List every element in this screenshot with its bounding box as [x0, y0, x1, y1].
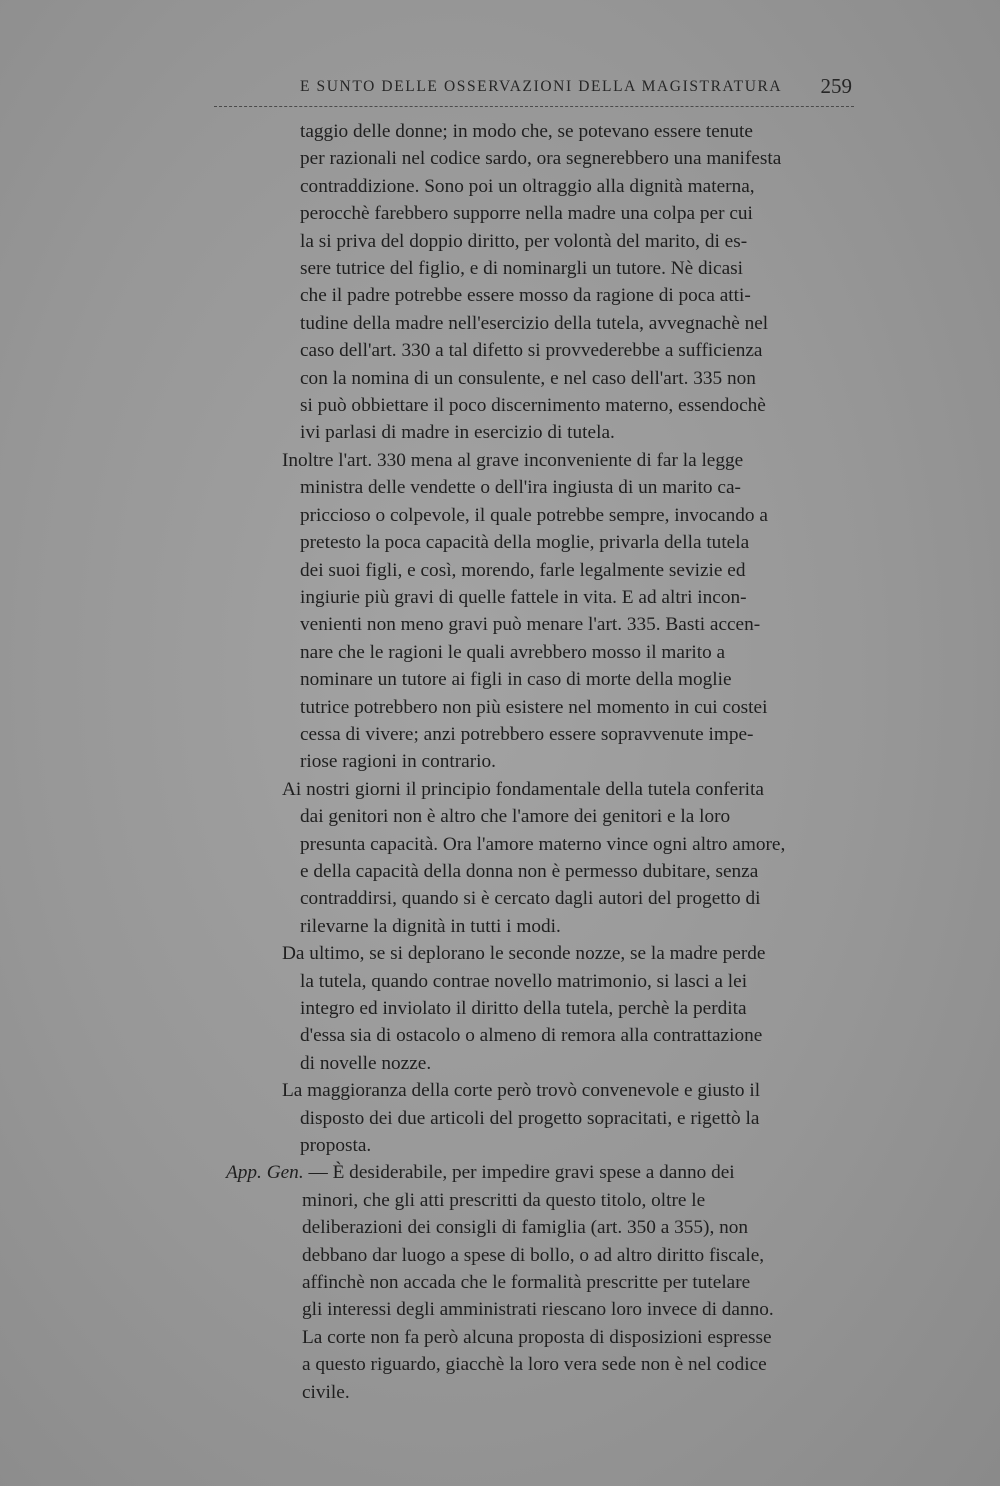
text-line: taggio delle donne; in modo che, se potevano essere tenute — [300, 121, 753, 142]
text-line: la si priva del doppio diritto, per volontà del marito, di es- — [300, 230, 748, 252]
page-number: 259 — [820, 74, 852, 98]
text-line: e della capacità della donna non è permesso dubitare, senza — [300, 860, 759, 882]
text-line: disposto dei due articoli del progetto sopracitati, e rigettò la — [300, 1107, 760, 1129]
text-line: — È desiderabile, per impedire gravi spese a danno dei — [308, 1162, 735, 1184]
text-line: integro ed inviolato il diritto della tutela, perchè la perdita — [300, 998, 747, 1019]
text-line: con la nomina di un consulente, e nel caso dell'art. 335 non — [300, 367, 756, 389]
paragraph-app-gen — [226, 1159, 876, 1406]
text-line: minori, che gli atti prescritti da questo titolo, oltre le — [302, 1189, 706, 1211]
text-line: priccioso o colpevole, il quale potrebbe sempre, invocando a — [300, 504, 768, 526]
text-line: contraddizione. Sono poi un oltraggio alla dignità materna, — [300, 175, 755, 197]
text-line: perocchè farebbero supporre nella madre una colpa per cui — [300, 203, 753, 225]
text-line: si può obbiettare il poco discernimento materno, essendochè — [300, 395, 766, 417]
text-line: Ai nostri giorni il principio fondamentale della tutela conferita — [282, 778, 764, 800]
text-line: proposta. — [300, 1135, 372, 1157]
paragraph-ai-nostri-giorni — [226, 776, 876, 940]
text-line: contraddirsi, quando si è cercato dagli autori del progetto di — [300, 888, 761, 910]
text-line: ivi parlasi di madre in esercizio di tutela. — [300, 422, 615, 444]
text-line: nare che le ragioni le quali avrebbero mosso il marito a — [300, 641, 726, 663]
text-line: civile. — [302, 1381, 350, 1403]
text-line: pretesto la poca capacità della moglie, privarla della tutela — [300, 532, 750, 554]
paragraph-da-ultimo — [226, 940, 876, 1077]
text-line: di novelle nozze. — [300, 1052, 432, 1074]
text-line: ingiurie più gravi di quelle fattele in vita. E ad altri incon- — [300, 586, 747, 608]
text-line: nominare un tutore ai figli in caso di morte della moglie — [300, 669, 732, 691]
page-header — [286, 74, 852, 104]
text-line: venienti non meno gravi può menare l'art. 335. Basti accen- — [300, 614, 761, 636]
text-line: Inoltre l'art. 330 mena al grave inconveniente di far la legge — [282, 449, 744, 471]
paragraph-maggioranza — [226, 1077, 876, 1159]
app-first-line — [226, 1159, 876, 1186]
text-line: gli interessi degli amministrati riescano loro invece di danno. — [302, 1299, 774, 1321]
text-line: la tutela, quando contrae novello matrimonio, si lasci a lei — [300, 970, 748, 992]
running-head: E SUNTO DELLE OSSERVAZIONI DELLA MAGISTRATURA — [300, 78, 783, 95]
text-line: affinchè non accada che le formalità prescritte per tutelare — [302, 1272, 751, 1294]
body-text — [226, 118, 876, 1406]
app-gen-label: App. Gen. — [226, 1162, 304, 1184]
text-line: caso dell'art. 330 a tal difetto si provvederebbe a sufficienza — [300, 340, 763, 362]
text-line: rilevarne la dignità in tutti i modi. — [300, 915, 561, 937]
text-line: ministra delle vendette o dell'ira ingiusta di un marito ca- — [300, 477, 741, 499]
paragraph-inoltre — [226, 447, 876, 776]
text-line: Da ultimo, se si deplorano le seconde nozze, se la madre perde — [282, 943, 766, 965]
text-line: dei suoi figli, e così, morendo, farle legalmente sevizie ed — [300, 559, 746, 581]
text-line: debbano dar luogo a spese di bollo, o ad altro diritto fiscale, — [302, 1244, 765, 1266]
text-line: sere tutrice del figlio, e di nominargli un tutore. Nè dicasi — [300, 258, 743, 280]
text-line: dai genitori non è altro che l'amore dei genitori e la loro — [300, 806, 731, 828]
text-line: per razionali nel codice sardo, ora segnerebbero una manifesta — [300, 148, 782, 170]
text-line: a questo riguardo, giacchè la loro vera sede non è nel codice — [302, 1354, 767, 1376]
text-line: deliberazioni dei consigli di famiglia (art. 350 a 355), non — [302, 1217, 749, 1239]
text-line: presunta capacità. Ora l'amore materno vince ogni altro amore, — [300, 833, 786, 855]
text-line: riose ragioni in contrario. — [300, 751, 496, 773]
text-line: d'essa sia di ostacolo o almeno di remora alla contrattazione — [300, 1025, 763, 1047]
text-line: tutrice potrebbero non più esistere nel momento in cui costei — [300, 696, 768, 718]
header-rule — [214, 106, 854, 107]
paragraph-continuation — [226, 118, 876, 447]
text-line: cessa di vivere; anzi potrebbero essere sopravvenute impe- — [300, 723, 754, 745]
text-line: tudine della madre nell'esercizio della tutela, avvegnachè nel — [300, 312, 769, 334]
text-line: La maggioranza della corte però trovò convenevole e giusto il — [282, 1080, 761, 1102]
text-line: che il padre potrebbe essere mosso da ragione di poca atti- — [300, 285, 751, 307]
text-line: La corte non fa però alcuna proposta di disposizioni espresse — [302, 1326, 772, 1348]
